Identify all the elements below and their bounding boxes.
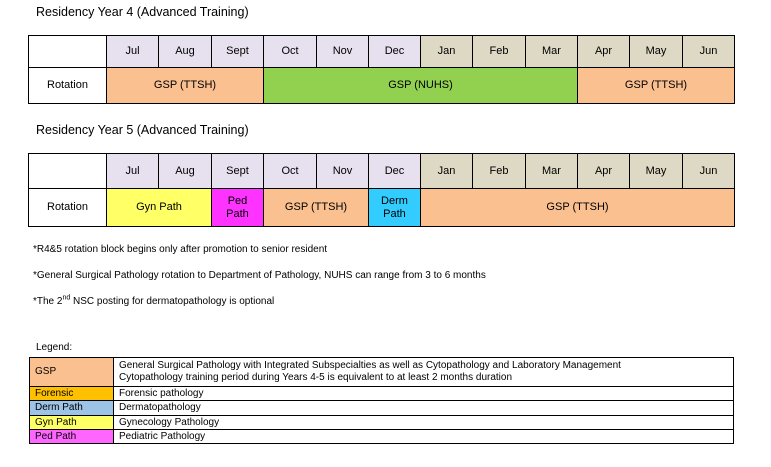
year5-heading: Residency Year 5 (Advanced Training) [36, 123, 249, 137]
year5-month-nov: Nov [317, 154, 369, 189]
year5-month-mar: Mar [526, 154, 578, 189]
year4-block-gsp-ttsh-2: GSP (TTSH) [578, 68, 735, 104]
year4-month-mar: Mar [526, 36, 578, 68]
legend-code-gsp: GSP [30, 358, 114, 387]
year5-month-jun: Jun [683, 154, 735, 189]
legend-desc-derm-path: Dermatopathology [114, 401, 734, 416]
year5-month-feb: Feb [473, 154, 526, 189]
year5-block-gsp-ttsh-1: GSP (TTSH) [264, 189, 369, 227]
note-derm-optional: *The 2nd NSC posting for dermatopathology is optional [33, 294, 275, 307]
year4-month-may: May [630, 36, 683, 68]
year5-month-apr: Apr [578, 154, 630, 189]
year5-month-row [29, 154, 735, 189]
year4-month-jun: Jun [683, 36, 735, 68]
year4-heading: Residency Year 4 (Advanced Training) [36, 5, 249, 19]
year4-corner-cell [29, 36, 107, 68]
year5-month-sept: Sept [212, 154, 264, 189]
legend-row-gsp [30, 358, 734, 387]
year5-rotation-label: Rotation [29, 189, 107, 227]
year4-month-feb: Feb [473, 36, 526, 68]
legend-row-gyn-path [30, 416, 734, 430]
year4-rotation-row [29, 68, 735, 104]
year5-block-ped-path: Ped Path [212, 189, 264, 227]
legend-code-ped-path: Ped Path [30, 430, 114, 444]
legend-desc-gsp: General Surgical Pathology with Integrated Subspecialties as well as Cytopathology and Laboratory Management Cytopathology training period during Years 4-5 is equivalent to at least 2 months duration [114, 358, 734, 387]
legend-title: Legend: [36, 342, 73, 353]
year5-month-oct: Oct [264, 154, 317, 189]
legend-row-derm-path [30, 401, 734, 416]
legend-row-forensic [30, 387, 734, 401]
legend-desc-ped-path: Pediatric Pathology [114, 430, 734, 444]
year4-month-sept: Sept [212, 36, 264, 68]
year5-month-may: May [630, 154, 683, 189]
year4-rotation-label: Rotation [29, 68, 107, 104]
year5-schedule-table [28, 153, 735, 227]
year5-rotation-row [29, 189, 735, 227]
year4-month-oct: Oct [264, 36, 317, 68]
legend-desc-gyn-path: Gynecology Pathology [114, 416, 734, 430]
year5-corner-cell [29, 154, 107, 189]
year5-block-gyn-path: Gyn Path [107, 189, 212, 227]
year4-block-gsp-ttsh-1: GSP (TTSH) [107, 68, 264, 104]
year5-block-derm-path: Derm Path [369, 189, 421, 227]
year4-month-jul: Jul [107, 36, 159, 68]
year5-block-gsp-ttsh-2: GSP (TTSH) [421, 189, 735, 227]
year4-month-row [29, 36, 735, 68]
legend-row-ped-path [30, 430, 734, 444]
legend-code-derm-path: Derm Path [30, 401, 114, 416]
legend-code-forensic: Forensic [30, 387, 114, 401]
year4-month-jan: Jan [421, 36, 473, 68]
year5-month-dec: Dec [369, 154, 421, 189]
legend-code-gyn-path: Gyn Path [30, 416, 114, 430]
note-promotion: *R4&5 rotation block begins only after promotion to senior resident [33, 244, 328, 255]
year4-schedule-table [28, 35, 735, 104]
year5-month-jul: Jul [107, 154, 159, 189]
year4-month-dec: Dec [369, 36, 421, 68]
legend-desc-forensic: Forensic pathology [114, 387, 734, 401]
year4-block-gsp-nuhs: GSP (NUHS) [264, 68, 578, 104]
year5-month-jan: Jan [421, 154, 473, 189]
year5-month-aug: Aug [159, 154, 212, 189]
year4-month-nov: Nov [317, 36, 369, 68]
year4-month-aug: Aug [159, 36, 212, 68]
year4-month-apr: Apr [578, 36, 630, 68]
legend-table [29, 357, 734, 444]
note-nuhs-duration: *General Surgical Pathology rotation to Department of Pathology, NUHS can range from 3 to 6 months [33, 270, 486, 281]
